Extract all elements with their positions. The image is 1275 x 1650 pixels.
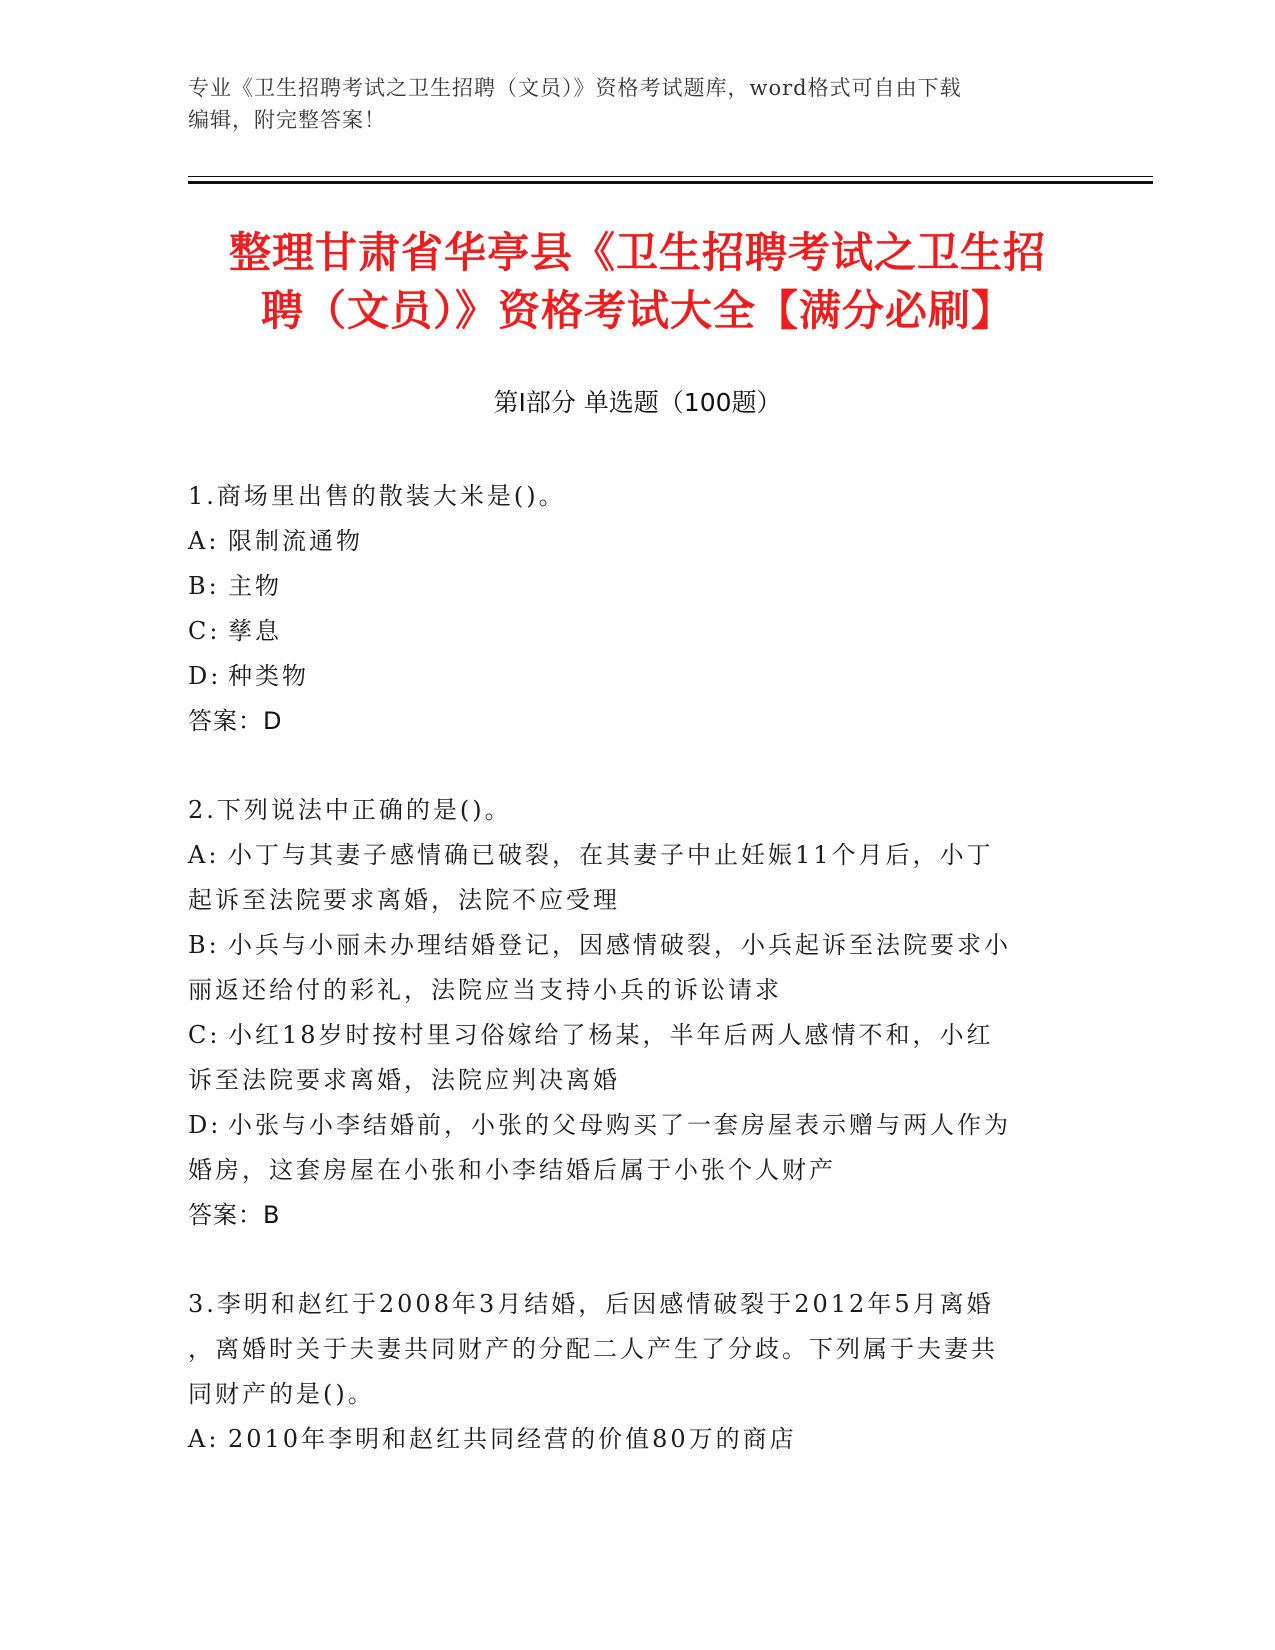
option-b-continued: 丽返还给付的彩礼，法院应当支持小兵的诉讼请求 — [188, 976, 782, 1004]
option-text: 孳息 — [228, 617, 282, 645]
option-text: 小兵与小丽未办理结婚登记，因感情破裂，小兵起诉至法院要求小 — [228, 931, 1011, 959]
document-title-line-1: 整理甘肃省华亭县《卫生招聘考试之卫生招 — [228, 228, 1046, 277]
header-divider-thin — [188, 176, 1153, 177]
question-stem-line: 3.李明和赵红于2008年3月结婚，后因感情破裂于2012年5月离婚 — [188, 1290, 994, 1318]
document-title-line-2: 聘（文员）》资格考试大全【满分必刷】 — [260, 286, 1014, 335]
option-a — [188, 519, 1068, 564]
option-key: A: — [188, 841, 220, 869]
question-stem-line: 2.下列说法中正确的是()。 — [188, 796, 512, 824]
option-text: 种类物 — [228, 662, 309, 690]
header-divider-thick — [188, 181, 1153, 184]
option-key: D: — [188, 1111, 222, 1139]
question-stem-line: 同财产的是()。 — [188, 1380, 375, 1408]
option-key: C: — [188, 1021, 221, 1049]
option-d — [188, 654, 1068, 699]
option-key: B: — [188, 572, 220, 600]
option-c — [188, 1013, 1068, 1058]
header-note — [188, 72, 1068, 136]
option-text: 小红18岁时按村里习俗嫁给了杨某，半年后两人感情不和，小红 — [228, 1021, 994, 1049]
option-b — [188, 923, 1068, 968]
option-text: 小张与小李结婚前，小张的父母购买了一套房屋表示赠与两人作为 — [228, 1111, 1011, 1139]
option-key: B: — [188, 931, 220, 959]
option-b — [188, 564, 1068, 609]
option-d — [188, 1103, 1068, 1148]
option-d-continued: 婚房，这套房屋在小张和小李结婚后属于小张个人财产 — [188, 1156, 836, 1184]
question-1 — [188, 474, 1068, 744]
option-key: C: — [188, 617, 221, 645]
question-list — [188, 474, 1068, 1506]
section-title: 第Ⅰ部分 单选题（100题） — [493, 388, 782, 417]
option-a — [188, 833, 1068, 878]
answer-label: 答案：B — [188, 1201, 281, 1229]
header-note-line-1: 专业《卫生招聘考试之卫生招聘（文员）》资格考试题库，word格式可自由下载 — [188, 76, 962, 100]
header-note-line-2: 编辑，附完整答案！ — [188, 108, 386, 132]
option-a-continued: 起诉至法院要求离婚，法院不应受理 — [188, 886, 620, 914]
question-3 — [188, 1282, 1068, 1462]
option-text: 2010年李明和赵红共同经营的价值80万的商店 — [228, 1425, 797, 1453]
option-text: 小丁与其妻子感情确已破裂，在其妻子中止妊娠11个月后，小丁 — [228, 841, 994, 869]
option-c-continued: 诉至法院要求离婚，法院应判决离婚 — [188, 1066, 620, 1094]
question-stem-line: ，离婚时关于夫妻共同财产的分配二人产生了分歧。下列属于夫妻共 — [188, 1335, 998, 1363]
answer-label: 答案：D — [188, 707, 283, 735]
option-text: 限制流通物 — [228, 527, 363, 555]
document-title — [150, 224, 1125, 340]
option-key: A: — [188, 527, 220, 555]
question-stem-line: 1.商场里出售的散装大米是()。 — [188, 482, 566, 510]
option-a — [188, 1417, 1068, 1462]
option-text: 主物 — [228, 572, 282, 600]
option-c — [188, 609, 1068, 654]
question-2 — [188, 788, 1068, 1238]
option-key: A: — [188, 1425, 220, 1453]
option-key: D: — [188, 662, 222, 690]
